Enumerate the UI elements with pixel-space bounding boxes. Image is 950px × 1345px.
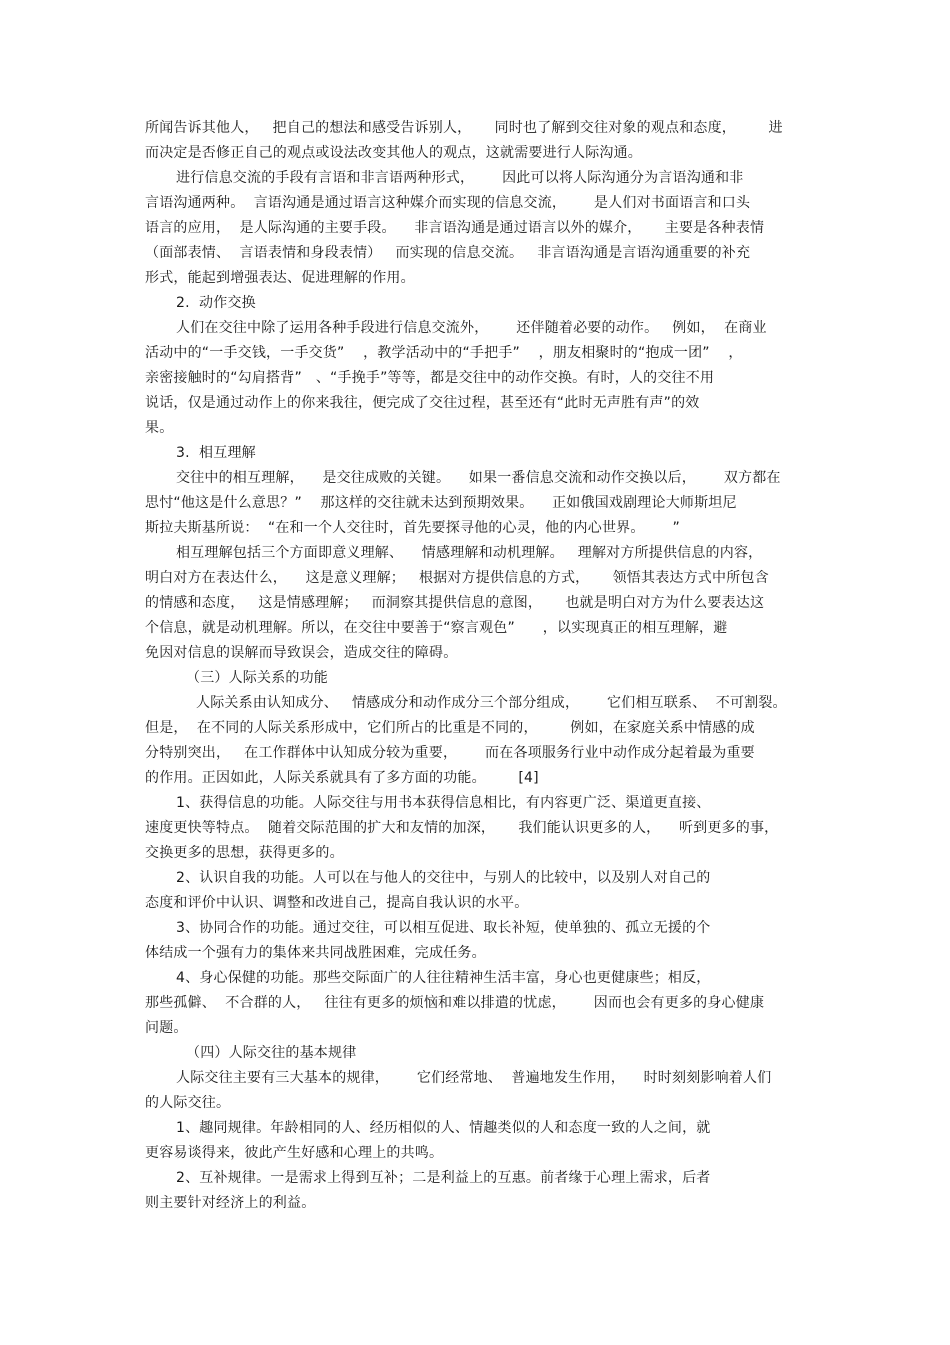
text-line: 4、身心保健的功能。那些交际面广的人往往精神生活丰富，身心也更健康些；相反， [176, 970, 711, 986]
section-heading: 3. 相互理解 [176, 445, 256, 461]
text-line: 果。 [145, 420, 174, 436]
text-line: 个信息，就是动机理解。所以，在交往中要善于“察言观色” ，以实现真正的相互理解，避 [145, 620, 728, 636]
section-heading: （四）人际交往的基本规律 [186, 1045, 357, 1061]
section-heading: 2. 动作交换 [176, 295, 256, 311]
text-line: 2、认识自我的功能。人可以在与他人的交往中，与别人的比较中，以及别人对自己的 [176, 870, 711, 886]
text-line: 更容易谈得来，彼此产生好感和心理上的共鸣。 [145, 1145, 444, 1161]
text-line: 思忖“他这是什么意思？” 那这样的交往就未达到预期效果。 正如俄国戏剧理论大师斯坦尼 [145, 495, 737, 511]
text-line: 体结成一个强有力的集体来共同战胜困难，完成任务。 [145, 945, 486, 961]
text-line: 形式，能起到增强表达、促进理解的作用。 [145, 270, 415, 286]
text-line: 亲密接触时的“勾肩搭背” 、“手挽手”等等，都是交往中的动作交换。有时，人的交往不用 [145, 370, 715, 386]
text-line: 2、互补规律。一是需求上得到互补；二是利益上的互惠。前者缘于心理上需求，后者 [176, 1170, 711, 1186]
text-line: （面部表情、 言语表情和身段表情） 而实现的信息交流。 非言语沟通是言语沟通重要的补充 [145, 245, 751, 261]
text-line: 而决定是否修正自己的观点或设法改变其他人的观点，这就需要进行人际沟通。 [145, 145, 642, 161]
text-line: 进行信息交流的手段有言语和非言语两种形式， 因此可以将人际沟通分为言语沟通和非 [176, 170, 744, 186]
text-line: 所闻告诉其他人， 把自己的想法和感受告诉别人， 同时也了解到交往对象的观点和态度， 进 [145, 120, 783, 136]
text-line: 斯拉夫斯基所说： “在和一个人交往时，首先要探寻他的心灵，他的内心世界。 ” [145, 520, 680, 536]
text-line: 态度和评价中认识、调整和改进自己，提高自我认识的水平。 [145, 895, 529, 911]
text-line: 那些孤僻、 不合群的人， 往往有更多的烦恼和难以排遣的忧虑， 因而也会有更多的身心健康 [145, 995, 765, 1011]
section-heading: （三）人际关系的功能 [186, 670, 328, 686]
text-line: 言语沟通两种。 言语沟通是通过语言这种媒介而实现的信息交流， 是人们对书面语言和口头 [145, 195, 751, 211]
text-line: 分特别突出， 在工作群体中认知成分较为重要， 而在各项服务行业中动作成分起着最为重要 [145, 745, 755, 761]
text-line: 说话，仅是通过动作上的你来我往，便完成了交往过程，甚至还有“此时无声胜有声”的效 [145, 395, 700, 411]
text-line: 3、协同合作的功能。通过交往，可以相互促进、取长补短，使单独的、孤立无援的个 [176, 920, 711, 936]
text-line: 人际交往主要有三大基本的规律， 它们经常地、 普遍地发生作用， 时时刻刻影响着人们 [176, 1070, 772, 1086]
text-line: 人们在交往中除了运用各种手段进行信息交流外， 还伴随着必要的动作。 例如， 在商业 [176, 320, 767, 336]
text-line: 人际关系由认知成分、 情感成分和动作成分三个部分组成， 它们相互联系、 不可割裂。 [196, 695, 787, 711]
text-line: 交往中的相互理解， 是交往成败的关键。 如果一番信息交流和动作交换以后， 双方都在 [176, 470, 781, 486]
text-line: 语言的应用， 是人际沟通的主要手段。 非言语沟通是通过语言以外的媒介， 主要是各种表情 [145, 220, 765, 236]
text-line: 交换更多的思想，获得更多的。 [145, 845, 344, 861]
text-line: 免因对信息的误解而导致误会，造成交往的障碍。 [145, 645, 458, 661]
text-line: 但是， 在不同的人际关系形成中，它们所占的比重是不同的， 例如，在家庭关系中情感的成 [145, 720, 755, 736]
text-line: 的人际交往。 [145, 1095, 231, 1111]
text-line: 则主要针对经济上的利益。 [145, 1195, 316, 1211]
text-line: 1、获得信息的功能。人际交往与用书本获得信息相比，有内容更广泛、渠道更直接、 [176, 795, 711, 811]
text-line: 的作用。正因如此，人际关系就具有了多方面的功能。 [4] [145, 770, 539, 786]
text-line: 相互理解包括三个方面即意义理解、 情感理解和动机理解。 理解对方所提供信息的内容， [176, 545, 763, 561]
text-line: 速度更快等特点。 随着交际范围的扩大和友情的加深， 我们能认识更多的人， 听到更多的事， [145, 820, 779, 836]
text-line: 1、趣同规律。年龄相同的人、经历相似的人、情趣类似的人和态度一致的人之间，就 [176, 1120, 711, 1136]
text-line: 活动中的“一手交钱，一手交货” ，教学活动中的“手把手” ，朋友相聚时的“抱成一团” ， [145, 345, 743, 361]
text-line: 的情感和态度， 这是情感理解； 而洞察其提供信息的意图， 也就是明白对方为什么要表达这 [145, 595, 765, 611]
text-line: 明白对方在表达什么， 这是意义理解； 根据对方提供信息的方式， 领悟其表达方式中所包含 [145, 570, 769, 586]
text-line: 问题。 [145, 1020, 188, 1036]
